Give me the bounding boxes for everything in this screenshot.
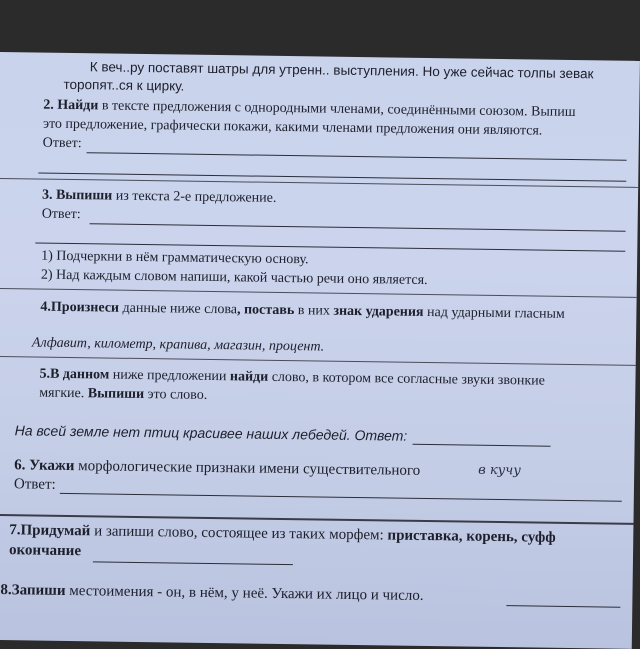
q8-answer-line	[506, 605, 620, 608]
q5-bold-2: Выпиши	[87, 386, 145, 403]
q8-line-1	[0, 582, 423, 605]
section-divider	[0, 288, 637, 298]
q6-label: 6. Укажи	[14, 457, 75, 475]
q4-text-3: над ударными гласным	[423, 304, 565, 322]
q5-text-1: ниже предложении	[109, 367, 231, 385]
q3-label: 3. Выпиши	[41, 187, 113, 204]
q6-text: морфологические признаки имени существительного	[74, 458, 421, 479]
q5-text-2: слово, в котором все согласные звуки звонкие	[268, 369, 545, 389]
q5-answer-line	[413, 444, 551, 447]
q7-line-2	[9, 542, 81, 560]
intro-line-1: К веч..ру поставят шатры для утренн.. выступления. Но уже сейчас толпы зевак	[89, 59, 594, 82]
q4-bold-1: , поставь	[236, 302, 295, 319]
q8-text: местоимения - он, в нём, у неё. Укажи их лицо и число.	[65, 582, 424, 604]
q7-text: и запиши слово, состоящее из таких морфем:	[90, 523, 388, 544]
q4-label: 4.Произнеси	[40, 299, 120, 316]
q3-line-1	[42, 188, 277, 207]
q2-label: 2. Найди	[43, 97, 99, 114]
q2-answer-line	[87, 152, 627, 161]
q4-bold-2: знак ударения	[333, 303, 424, 320]
q2-text: в тексте предложения с однородными членами, соединёнными союзом. Выпиш	[98, 98, 576, 121]
q4-text-1: данные ниже слова	[118, 300, 238, 318]
q5-label: 5.В данном	[39, 366, 110, 383]
q5-sentence: На всей земле нет птиц красивее наших лебедей. Ответ:	[14, 422, 408, 444]
intro-line-2: торопят..ся к цирку.	[63, 76, 185, 94]
q5-bold-1: найди	[229, 369, 269, 385]
q2-line-2: это предложение, графически покажи, какими членами предложения они являются.	[42, 116, 543, 139]
q8-label: 8.Запиши	[0, 582, 66, 599]
q4-words: Алфавит, километр, крапива, магазин, процент.	[31, 335, 325, 355]
q6-line-1	[14, 457, 420, 480]
q7-label: 7.Придумай	[9, 522, 91, 540]
q3-text: из текста 2-е предложение.	[112, 188, 277, 206]
section-divider	[0, 356, 636, 366]
q7-answer-line	[93, 561, 293, 565]
q5-line-2	[39, 386, 207, 404]
q7-bold-2: окончание	[8, 542, 82, 560]
q3-subtask-1: 1) Подчеркни в нём грамматическую основу.	[41, 248, 309, 268]
q7-line-1	[9, 522, 556, 547]
worksheet-page	[0, 52, 640, 649]
q3-answer-line	[90, 223, 626, 231]
q6-handwritten-note: в кучу	[478, 462, 521, 479]
q4-text-2: в них	[294, 303, 334, 319]
q5-text-4: это слово.	[143, 387, 208, 403]
q3-subtask-2: 2) Над каждым словом напиши, какой частью речи оно является.	[40, 267, 428, 288]
q7-bold-1: приставка, корень, суфф	[387, 527, 556, 546]
q6-answer-line	[60, 493, 622, 502]
q3-answer-label: Ответ:	[41, 206, 81, 223]
q5-text-3: мягкие.	[39, 385, 88, 402]
q6-answer-label: Ответ:	[13, 476, 56, 493]
q4-line-1	[40, 300, 565, 323]
q2-answer-label: Ответ:	[42, 135, 82, 152]
